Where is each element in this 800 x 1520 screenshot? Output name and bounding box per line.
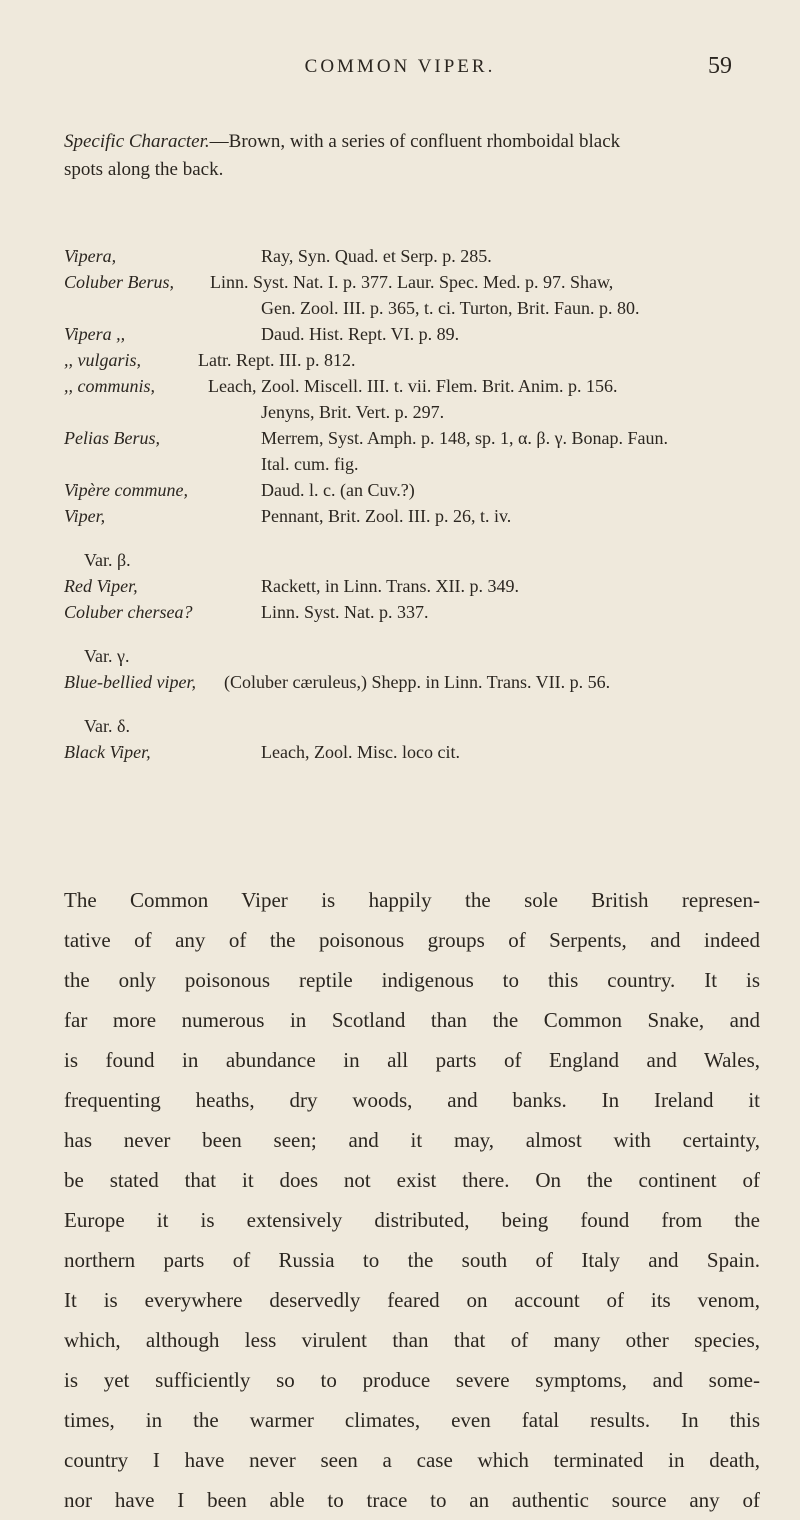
synonym-reference: Daud. Hist. Rept. VI. p. 89. [261,324,460,344]
synonym-name: Vipera ,, [64,324,126,344]
spacer [64,628,784,646]
synonym-row [64,324,784,350]
synonym-row-continued [64,402,784,428]
synonym-name: Pelias Berus, [64,428,160,448]
body-line: is found in abundance in all parts of England and Wales, [64,1048,760,1072]
synonym-row [64,428,784,454]
synonym-row [64,376,784,402]
body-paragraph [64,880,760,1520]
variety-row [64,602,784,628]
synonym-row [64,480,784,506]
variety-reference: Leach, Zool. Misc. loco cit. [261,742,460,762]
spacer [64,698,784,716]
variety-name: Black Viper, [64,742,151,762]
synonym-name: ,, vulgaris, [64,350,142,370]
body-line: far more numerous in Scotland than the Common Snake, and [64,1008,760,1032]
synonym-row-continued [64,454,784,480]
variety-name: Red Viper, [64,576,138,596]
body-line: which, although less virulent than that of many other species, [64,1328,760,1352]
body-line: has never been seen; and it may, almost with certainty, [64,1128,760,1152]
specific-character [64,128,764,184]
synonym-reference: Linn. Syst. Nat. I. p. 377. Laur. Spec. Med. p. 97. Shaw, [210,272,614,292]
synonym-reference: Ray, Syn. Quad. et Serp. p. 285. [261,246,492,266]
synonym-reference-continued: Gen. Zool. III. p. 365, t. ci. Turton, Brit. Faun. p. 80. [261,298,640,318]
body-line: is yet sufficiently so to produce severe symptoms, and some- [64,1368,760,1392]
synonym-reference: Leach, Zool. Miscell. III. t. vii. Flem. Brit. Anim. p. 156. [208,376,618,396]
specific-character-lead: Specific Character. [64,131,210,152]
spacer [64,532,784,550]
body-line: Europe it is extensively distributed, being found from the [64,1208,760,1232]
synonym-name: Coluber Berus, [64,272,174,292]
variety-name: Coluber chersea? [64,602,193,622]
variety-label: Var. β. [84,550,131,570]
synonym-row [64,350,784,376]
variety-name: Blue-bellied viper, [64,672,196,692]
body-line: The Common Viper is happily the sole British represen- [64,888,760,912]
body-line: It is everywhere deservedly feared on account of its venom, [64,1288,760,1312]
body-line: tative of any of the poisonous groups of Serpents, and indeed [64,928,760,952]
variety-label: Var. δ. [84,716,130,736]
body-line: be stated that it does not exist there. On the continent of [64,1168,760,1192]
synonym-reference-continued: Ital. cum. fig. [261,454,359,474]
synonym-row [64,246,784,272]
synonymy-list [64,246,784,768]
body-line: times, in the warmer climates, even fatal results. In this [64,1408,760,1432]
synonym-name: Vipera, [64,246,117,266]
page-header [0,53,800,86]
synonym-reference: Daud. l. c. (an Cuv.?) [261,480,415,500]
variety-row [64,672,784,698]
synonym-name: Vipère commune, [64,480,188,500]
body-line: the only poisonous reptile indigenous to this country. It is [64,968,760,992]
running-title: COMMON VIPER. [304,56,496,77]
specific-character-text: —Brown, with a series of confluent rhomboidal black [209,131,621,152]
synonym-row-continued [64,298,784,324]
synonym-row [64,272,784,298]
variety-label: Var. γ. [84,646,130,666]
body-line: frequenting heaths, dry woods, and banks. In Ireland it [64,1088,760,1112]
synonym-reference: Latr. Rept. III. p. 812. [198,350,356,370]
variety-reference: Linn. Syst. Nat. p. 337. [261,602,429,622]
synonym-reference: Merrem, Syst. Amph. p. 148, sp. 1, α. β. γ. Bonap. Faun. [261,428,669,448]
body-line: country I have never seen a case which terminated in death, [64,1448,760,1472]
body-line: nor have I been able to trace to an authentic source any of [64,1488,760,1512]
synonym-row [64,506,784,532]
synonym-name: Viper, [64,506,106,526]
synonym-reference: Pennant, Brit. Zool. III. p. 26, t. iv. [261,506,512,526]
body-line: northern parts of Russia to the south of Italy and Spain. [64,1248,760,1272]
specific-character-text-2: spots along the back. [64,159,224,180]
synonym-reference-continued: Jenyns, Brit. Vert. p. 297. [261,402,445,422]
page-number: 59 [708,53,732,79]
variety-reference: (Coluber cæruleus,) Shepp. in Linn. Trans. VII. p. 56. [224,672,611,692]
synonym-name: ,, communis, [64,376,155,396]
variety-row [64,742,784,768]
variety-reference: Rackett, in Linn. Trans. XII. p. 349. [261,576,519,596]
variety-row [64,576,784,602]
